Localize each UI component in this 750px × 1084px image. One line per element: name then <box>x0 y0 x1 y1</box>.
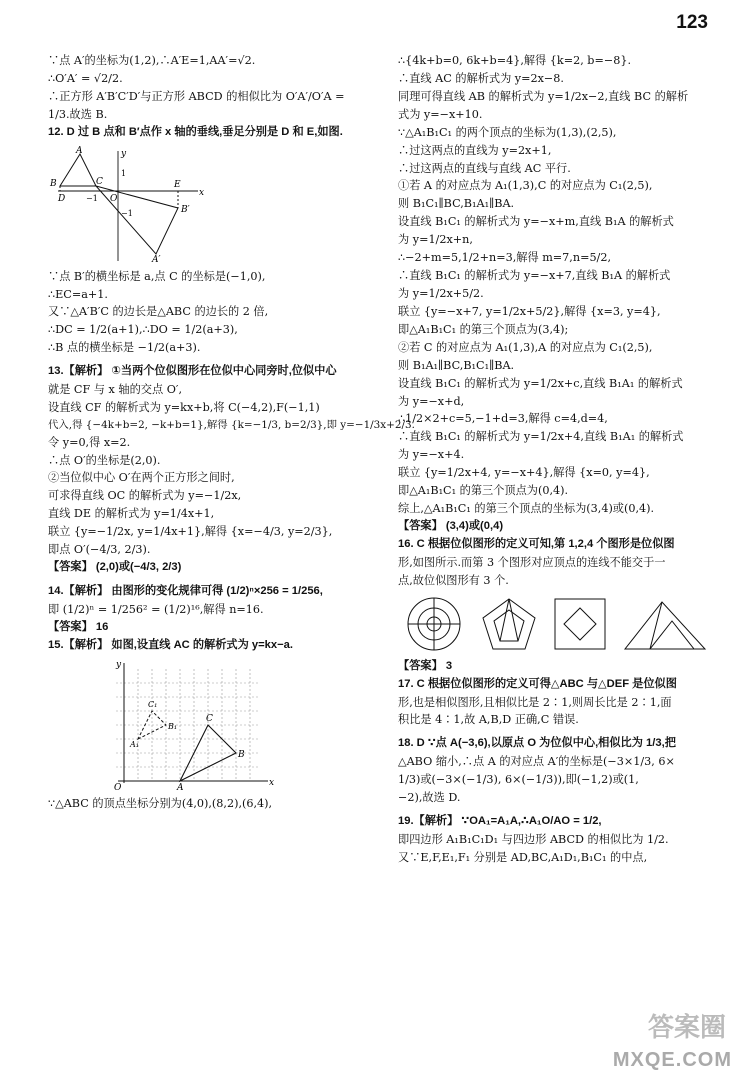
text-line: ∴直线 B₁C₁ 的解析式为 y=−x+7,直线 B₁A 的解析式 <box>398 269 671 283</box>
pentagon-figure <box>480 596 538 652</box>
text-line: △ABO 缩小,∴点 A 的对应点 A′的坐标是(−3×1/3, 6× <box>398 755 675 769</box>
question-19-heading: 19.【解析】 ∵OA₁=A₁A,∴A₁O/AO = 1/2, <box>398 815 602 828</box>
text-line: ∵△ABC 的顶点坐标分别为(4,0),(8,2),(6,4), <box>48 796 273 810</box>
left-column <box>48 52 415 813</box>
text-line: ∴直线 B₁C₁ 的解析式为 y=1/2x+4,直线 B₁A₁ 的解析式 <box>398 430 684 444</box>
fig12-label: C <box>96 176 103 187</box>
text-line: 1/3)或(−3×(−1/3), 6×(−1/3)),即(−1,2)或(1, <box>398 773 639 787</box>
watermark-url: MXQE.COM <box>612 1049 732 1071</box>
fig12-label: B′ <box>181 204 190 215</box>
fig12-label: E <box>174 179 181 190</box>
text-line: 即点 O′(−4/3, 2/3). <box>48 543 151 557</box>
text-line: 为 y=−x+4. <box>398 448 465 462</box>
fig12-label: x <box>199 187 205 198</box>
text-line: 综上,△A₁B₁C₁ 的第三个顶点的坐标为(3,4)或(0,4). <box>398 502 655 516</box>
fig15-label: O <box>114 782 122 791</box>
text-line: ∴1/2×2+c=5,−1+d=3,解得 c=4,d=4, <box>398 412 608 426</box>
fig12-label: O <box>110 193 118 204</box>
text-line: 同理可得直线 AB 的解析式为 y=1/2x−2,直线 BC 的解析 <box>398 89 689 103</box>
text-line: ∴O′A′ = √2/2. <box>48 71 123 85</box>
text-line: ∵点 A′的坐标为(1,2),∴A′E=1,AA′=√2. <box>48 54 256 67</box>
text-line: ∴点 O′的坐标是(2,0). <box>48 453 161 467</box>
question-16-heading: 16. C 根据位似图形的定义可知,第 1,2,4 个图形是位似图 <box>398 537 675 550</box>
fig12-label: −1 <box>86 193 98 203</box>
text-line: 点,故位似图形有 3 个. <box>398 573 509 587</box>
text-line: 代入,得 {−4k+b=2, −k+b=1},解得 {k=−1/3, b=2/3},即 y=−1/3x+2/3. <box>48 418 415 431</box>
answer-14: 【答案】 16 <box>48 620 109 633</box>
fig12-label: y <box>121 148 127 159</box>
text-line: 即△A₁B₁C₁ 的第三个顶点为(0,4). <box>398 484 569 498</box>
text-line: 1/3.故选 B. <box>48 107 108 121</box>
text-line: ∴正方形 A′B′C′D′与正方形 ABCD 的相似比为 O′A′/O′A = <box>48 89 345 103</box>
text-line: ∴过这两点的直线为 y=2x+1, <box>398 143 552 157</box>
figure-16-shapes <box>402 596 716 652</box>
text-line: ∴过这两点的直线与直线 AC 平行. <box>398 161 571 175</box>
fig15-label: x <box>269 777 275 788</box>
text-line: ∴EC=a+1. <box>48 287 108 301</box>
text-line: −2),故选 D. <box>398 791 461 805</box>
question-18-heading: 18. D ∵点 A(−3,6),以原点 O 为位似中心,相似比为 1/3,把 <box>398 737 676 750</box>
text-line: 设直线 CF 的解析式为 y=kx+b,将 C(−4,2),F(−1,1) <box>48 401 320 415</box>
text-line: 又∵E,F,E₁,F₁ 分别是 AD,BC,A₁D₁,B₁C₁ 的中点, <box>398 850 648 864</box>
text-line: ②当位似中心 O′在两个正方形之间时, <box>48 471 235 485</box>
page-number: 123 <box>676 12 708 33</box>
concentric-circles-figure <box>402 596 466 652</box>
text-line: 式为 y=−x+10. <box>398 107 483 121</box>
text-line: 设直线 B₁C₁ 的解析式为 y=−x+m,直线 B₁A 的解析式 <box>398 215 674 229</box>
text-line: 形,也是相似图形,且相似比是 2∶1,则周长比是 2∶1,面 <box>398 695 672 709</box>
text-line: 设直线 B₁C₁ 的解析式为 y=1/2x+c,直线 B₁A₁ 的解析式 <box>398 376 683 390</box>
text-line: ∵△A₁B₁C₁ 的两个顶点的坐标为(1,3),(2,5), <box>398 125 617 139</box>
question-15-heading: 15.【解析】 如图,设直线 AC 的解析式为 y=kx−a. <box>48 638 293 651</box>
text-line: 则 B₁A₁∥BC,B₁C₁∥BA. <box>398 358 515 372</box>
text-line: 就是 CF 与 x 轴的交点 O′, <box>48 383 182 397</box>
fig12-label: −1 <box>121 208 133 218</box>
text-line: ∴{4k+b=0, 6k+b=4},解得 {k=2, b=−8}. <box>398 54 632 67</box>
right-column <box>398 52 716 867</box>
fig15-label: B <box>238 749 245 760</box>
answer-16: 【答案】 3 <box>398 659 453 672</box>
text-line: 可求得直线 OC 的解析式为 y=−1/2x, <box>48 489 242 503</box>
text-line: 联立 {y=1/2x+4, y=−x+4},解得 {x=0, y=4}, <box>398 466 650 480</box>
question-13-heading: 13.【解析】 ①当两个位似图形在位似中心同旁时,位似中心 <box>48 365 337 378</box>
text-line: 为 y=1/2x+5/2. <box>398 286 484 300</box>
text-line: 则 B₁C₁∥BC,B₁A₁∥BA. <box>398 197 515 211</box>
text-line: 即 (1/2)ⁿ = 1/256² = (1/2)¹⁶,解得 n=16. <box>48 602 264 616</box>
answer-13: 【答案】 (2,0)或(−4/3, 2/3) <box>48 561 182 574</box>
figure-15-grid <box>108 659 278 791</box>
fig12-label: B <box>50 178 57 189</box>
text-line: 联立 {y=−1/2x, y=1/4x+1},解得 {x=−4/3, y=2/3}, <box>48 525 333 539</box>
text-line: 直线 DE 的解析式为 y=1/4x+1, <box>48 507 215 521</box>
square-figure <box>552 596 608 652</box>
fig15-label: y <box>116 659 122 670</box>
fig15-label: B₁ <box>168 721 178 731</box>
fig12-label: 1 <box>121 168 127 178</box>
fig12-label: A <box>76 145 83 156</box>
text-line: 为 y=−x+d, <box>398 394 465 408</box>
fig15-label: A <box>177 782 184 791</box>
text-line: 令 y=0,得 x=2. <box>48 435 131 449</box>
answer-15: 【答案】 (3,4)或(0,4) <box>398 519 504 532</box>
text-line: 形,如图所示.而第 3 个图形对应顶点的连线不能交于一 <box>398 555 666 569</box>
question-17-heading: 17. C 根据位似图形的定义可得△ABC 与△DEF 是位似图 <box>398 677 677 690</box>
question-14-heading: 14.【解析】 由图形的变化规律可得 (1/2)ⁿ×256 = 1/256, <box>48 585 323 597</box>
fig15-label: C₁ <box>148 699 158 709</box>
question-12-heading: 12. D 过 B 点和 B′点作 x 轴的垂线,垂足分别是 D 和 E,如图. <box>48 125 343 138</box>
text-line: 联立 {y=−x+7, y=1/2x+5/2},解得 {x=3, y=4}, <box>398 304 661 318</box>
figure-12 <box>48 146 208 264</box>
text-line: 即四边形 A₁B₁C₁D₁ 与四边形 ABCD 的相似比为 1/2. <box>398 832 669 846</box>
text-line: ①若 A 的对应点为 A₁(1,3),C 的对应点为 C₁(2,5), <box>398 179 653 193</box>
text-line: 为 y=1/2x+n, <box>398 233 473 247</box>
text-line: 积比是 4∶1,故 A,B,D 正确,C 错误. <box>398 713 579 727</box>
text-line: ∴DC = 1/2(a+1),∴DO = 1/2(a+3), <box>48 323 238 337</box>
text-line: ∴直线 AC 的解析式为 y=2x−8. <box>398 71 564 85</box>
fig15-label: C <box>206 713 213 724</box>
text-line: 即△A₁B₁C₁ 的第三个顶点为(3,4); <box>398 322 569 336</box>
text-line: ②若 C 的对应点为 A₁(1,3),A 的对应点为 C₁(2,5), <box>398 340 653 354</box>
fig15-label: A₁ <box>130 739 139 749</box>
fig12-label: D <box>58 193 66 204</box>
text-line: ∵点 B′的横坐标是 a,点 C 的坐标是(−1,0), <box>48 269 266 283</box>
text-line: ∴B 点的横坐标是 −1/2(a+3). <box>48 341 201 355</box>
text-line: ∴−2+m=5,1/2+n=3,解得 m=7,n=5/2, <box>398 251 611 265</box>
text-line: 又∵△A′B′C 的边长是△ABC 的边长的 2 倍, <box>48 305 269 319</box>
triangle-figure <box>622 596 708 652</box>
fig12-label: A′ <box>152 254 161 264</box>
watermark-top: 答案圈 <box>647 1013 726 1043</box>
